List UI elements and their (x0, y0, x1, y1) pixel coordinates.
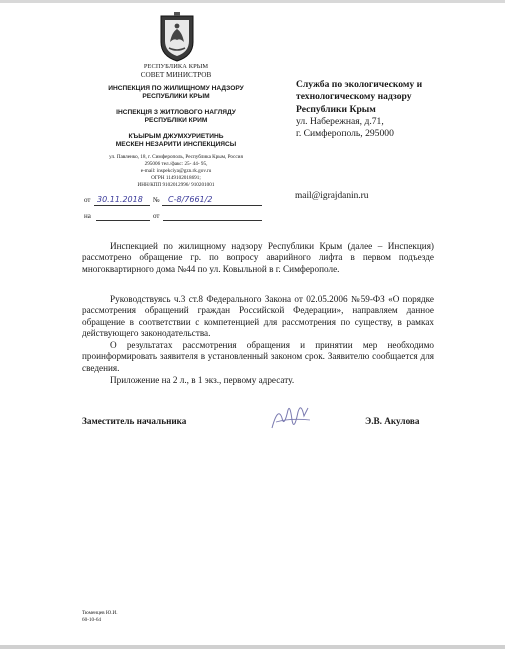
org-inn: ИНН/КПП 9102012996/ 910201001 (137, 182, 215, 188)
reg-on-label: на (84, 212, 91, 220)
scan-bottom-edge (0, 645, 505, 649)
inspection-ru-line2: РЕСПУБЛИКИ КРЫМ (142, 93, 210, 100)
inspection-ct-line2: МЕСКЕН НЕЗАРИТИ ИНСПЕКЦИЯСЫ (115, 141, 237, 148)
body-paragraph-4: Приложение на 2 л., в 1 экз., первому адресату. (110, 375, 295, 385)
reg-on-number-label: от (153, 212, 160, 220)
reg-on-date-line (163, 220, 262, 221)
inspection-ct-line1: КЪЫРЫМ ДЖУМХУРИЕТИНЬ (128, 133, 224, 140)
recipient-line4: ул. Набережная, д.71, (296, 115, 384, 127)
reg-number-label: № (153, 196, 160, 204)
council-title: СОВЕТ МИНИСТРОВ (140, 71, 212, 79)
reg-from-label: от (84, 196, 91, 204)
inspection-ru-line1: ИНСПЕКЦИЯ ПО ЖИЛИЩНОМУ НАДЗОРУ (108, 85, 244, 92)
signatory-name: Э.В. Акулова (365, 416, 420, 426)
recipient-line5: г. Симферополь, 295000 (296, 128, 394, 140)
reg-date-value: 30.11.2018 (97, 195, 143, 204)
executor-phone: 60-10-64 (82, 617, 102, 623)
body-paragraph-3: О результатах рассмотрения обращения и принятии мер необходимо проинформировать заявителя в установленный законом срок. Заявителю сообщается для сведения. (82, 340, 434, 373)
recipient-email: mail@igrajdanin.ru (295, 191, 369, 201)
handwritten-signature (268, 398, 314, 438)
scan-top-edge (0, 0, 505, 3)
org-ogrn: ОГРН 1149102018691; (151, 175, 201, 181)
executor-name: Тюменцев Ю.И. (82, 610, 118, 616)
body-paragraph-1: Инспекцией по жилищному надзору Республики Крым (далее – Инспекция) рассмотрено обращение гр. по вопросу аварийного лифта в первом подъезде многоквартирного дома №44 по ул. Ковыльной в г. Симферополе. (82, 241, 434, 274)
body-paragraph-2: Руководствуясь ч.3 ст.8 Федерального Закона от 02.05.2006 №59-ФЗ «О порядке рассмотрения обращений граждан Российской Федерации», направляем данное обращение в соответствии с компетенцией для рассмотрения по существу, в рамках действующего законодательства. (82, 294, 434, 339)
recipient-line2: технологическому надзору (296, 91, 412, 103)
republic-title: РЕСПУБЛИКА КРЫМ (143, 63, 209, 70)
crimea-emblem-icon (158, 12, 196, 62)
org-phone: 295006 тел./факс: 25- 44- 95, (144, 161, 208, 167)
signatory-position: Заместитель начальника (82, 416, 187, 426)
org-email: e-mail: inspekciya@gzn.rk.gov.ru (140, 168, 212, 174)
reg-number-value: С-8/7661/2 (168, 195, 213, 204)
reg-number-line (162, 205, 262, 206)
recipient-line1: Служба по экологическому и (296, 79, 423, 90)
inspection-ua-line2: РЕСПУБЛІКИ КРИМ (144, 117, 208, 124)
reg-date-line (94, 205, 150, 206)
recipient-line3: Республики Крым (296, 103, 376, 115)
recipient-block (296, 79, 422, 140)
reg-on-line (96, 220, 150, 221)
org-address: ул. Павленко, 18, г. Симферополь, Республика Крым, Россия (109, 154, 243, 160)
inspection-ua-line1: ІНСПЕКЦІЯ З ЖИТЛОВОГО НАГЛЯДУ (116, 109, 236, 116)
